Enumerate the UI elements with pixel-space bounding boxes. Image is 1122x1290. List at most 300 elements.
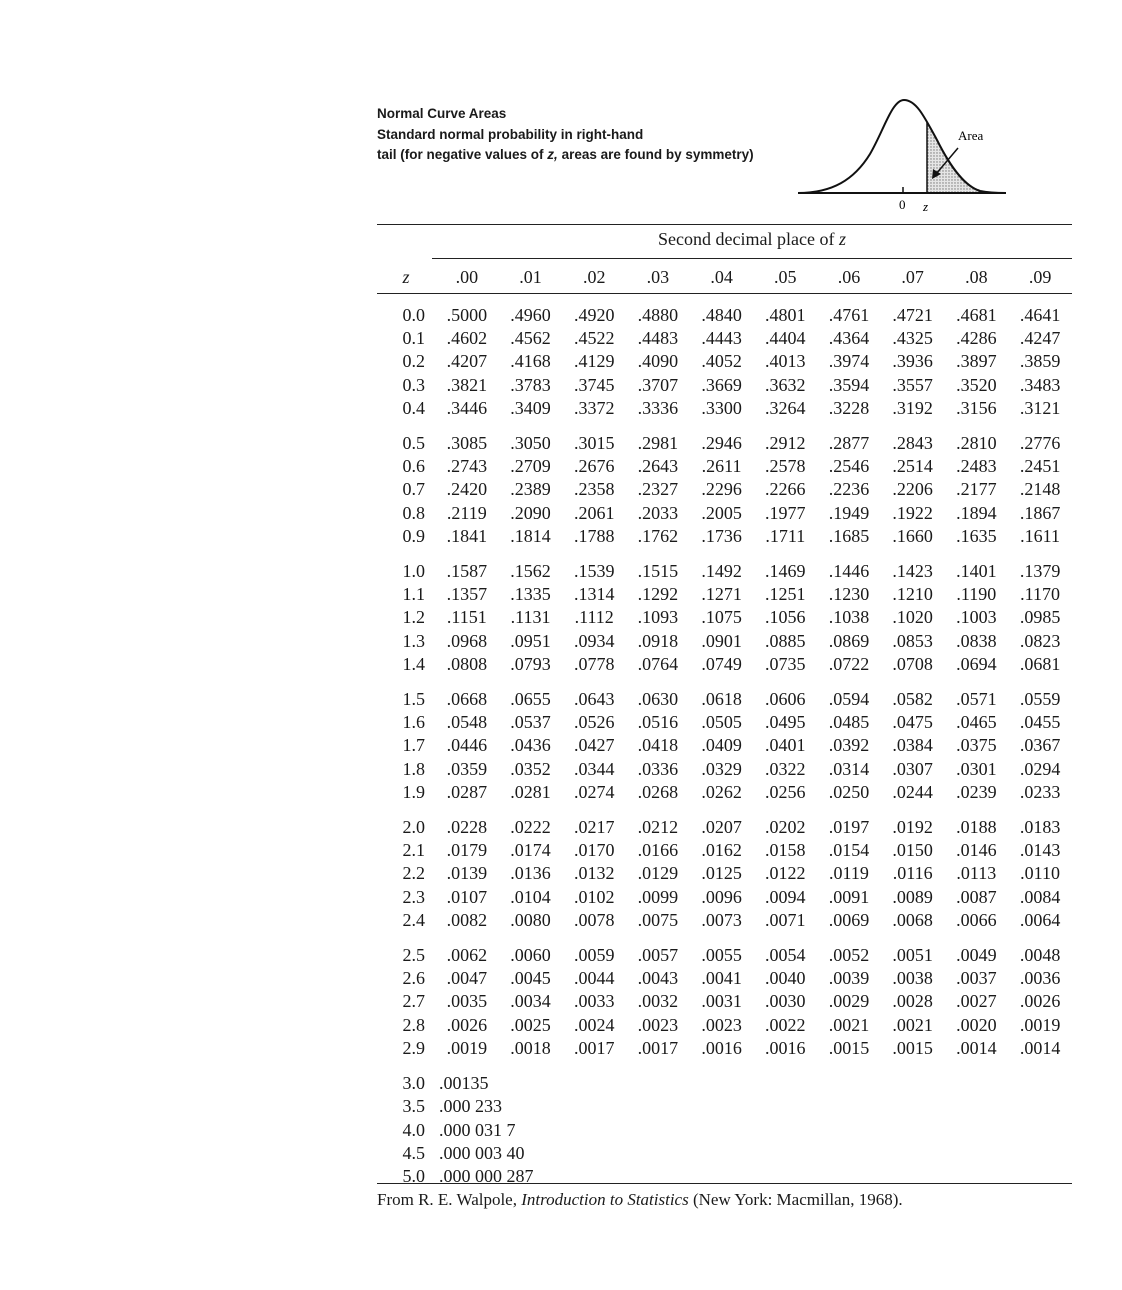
table-cell: .0033 <box>573 991 615 1012</box>
table-cell: .0344 <box>573 758 615 779</box>
table-cell: .0017 <box>573 1037 615 1058</box>
spacer <box>377 1060 1072 1072</box>
table-cell: .0174 <box>510 840 551 861</box>
z-value: 0.6 <box>402 456 425 477</box>
table-cell: .0062 <box>446 945 488 966</box>
table-cell: .4960 <box>510 305 551 325</box>
table-row <box>377 350 1072 373</box>
table-cell: .2578 <box>765 456 806 477</box>
table-subtitle-line2: tail (for negative values of z, areas are found by symmetry) <box>377 147 754 162</box>
table-cell: .0021 <box>892 1014 933 1035</box>
table-cell: .3300 <box>701 397 742 418</box>
table-cell: .0281 <box>510 781 551 802</box>
table-cell: .0918 <box>637 630 679 651</box>
table-cell: .0222 <box>510 817 551 838</box>
table-cell: .3745 <box>573 374 615 395</box>
table-cell: .0256 <box>765 781 806 802</box>
table-cell: .4090 <box>637 351 679 372</box>
table-cell: .0048 <box>1019 945 1061 966</box>
table-cell: .4207 <box>446 351 488 372</box>
z-value: 1.8 <box>402 758 425 779</box>
table-cell: .0073 <box>701 909 742 930</box>
table-cell: .4404 <box>765 328 806 349</box>
table-cell: .0853 <box>892 630 933 651</box>
table-cell: .2946 <box>701 433 742 454</box>
z-table <box>377 262 1072 1188</box>
table-cell: .0505 <box>701 712 742 733</box>
table-row <box>377 455 1072 478</box>
normal-curve-figure <box>792 92 1012 217</box>
table-row <box>377 304 1072 327</box>
table-cell: .0026 <box>1019 991 1061 1012</box>
table-cell: .0014 <box>1019 1037 1061 1058</box>
z-value: 3.0 <box>402 1073 425 1094</box>
table-row <box>377 397 1072 420</box>
table-cell: .0023 <box>701 1014 742 1035</box>
table-cell: .2546 <box>828 456 870 477</box>
table-cell: .3557 <box>892 374 933 395</box>
table-cell: .0094 <box>765 886 806 907</box>
table-cell: .5000 <box>446 305 488 325</box>
table-cell: .0838 <box>956 630 997 651</box>
table-cell: .0096 <box>701 886 742 907</box>
table-cell: .1003 <box>956 607 997 628</box>
group-gap <box>377 804 1072 816</box>
z-value: 0.5 <box>402 433 425 454</box>
table-cell: .000 031 7 <box>439 1119 516 1140</box>
table-cell: .0064 <box>1019 909 1061 930</box>
spacer <box>377 292 1072 304</box>
table-cell: .3707 <box>637 374 679 395</box>
table-cell: .2451 <box>1019 456 1061 477</box>
table-cell: .0024 <box>573 1014 615 1035</box>
table-cell: .1894 <box>956 502 997 523</box>
z-value: 0.8 <box>402 502 425 523</box>
source-note: From R. E. Walpole, Introduction to Statistics (New York: Macmillan, 1968). <box>377 1190 903 1209</box>
table-row <box>377 1014 1072 1037</box>
table-cell: .0735 <box>765 653 806 674</box>
table-cell: .2296 <box>701 479 742 500</box>
table-row <box>377 711 1072 734</box>
z-value: 1.4 <box>402 653 425 674</box>
table-cell: .0764 <box>637 653 679 674</box>
table-cell: .3594 <box>828 374 870 395</box>
table-cell: .3085 <box>446 433 488 454</box>
table-cell: .0207 <box>701 817 742 838</box>
table-cell: .0526 <box>573 712 615 733</box>
table-cell: .0294 <box>1019 758 1061 779</box>
table-cell: .0091 <box>828 886 870 907</box>
z-value: 3.5 <box>402 1096 425 1117</box>
table-cell: .0030 <box>765 991 806 1012</box>
table-cell: .0078 <box>573 909 615 930</box>
table-cell: .3446 <box>446 397 488 418</box>
table-cell: .0016 <box>701 1037 742 1058</box>
table-cell: .1131 <box>510 607 551 628</box>
table-cell: .0107 <box>446 886 488 907</box>
table-cell: .0606 <box>765 689 806 710</box>
column-header-row <box>377 262 1072 292</box>
table-row <box>377 1037 1072 1060</box>
table-cell: .0034 <box>510 991 551 1012</box>
table-row <box>377 758 1072 781</box>
table-cell: .2119 <box>446 502 487 523</box>
table-cell: .0336 <box>637 758 679 779</box>
table-cell: .0749 <box>701 653 742 674</box>
table-cell: .0051 <box>892 945 933 966</box>
table-cell: .4602 <box>446 328 488 349</box>
table-cell: .0197 <box>828 817 870 838</box>
table-cell: .2177 <box>956 479 997 500</box>
table-cell: .0901 <box>701 630 742 651</box>
table-cell: .4920 <box>573 305 615 325</box>
table-cell: .0465 <box>956 712 997 733</box>
table-cell: .1075 <box>701 607 742 628</box>
table-cell: .4325 <box>892 328 933 349</box>
z-value: 2.0 <box>402 817 425 838</box>
table-cell: .2327 <box>637 479 679 500</box>
table-row <box>377 502 1072 525</box>
table-row <box>377 478 1072 501</box>
table-cell: .2514 <box>892 456 933 477</box>
table-cell: .0089 <box>892 886 933 907</box>
table-cell: .0985 <box>1019 607 1061 628</box>
table-cell: .0594 <box>828 689 870 710</box>
table-cell: .0329 <box>701 758 742 779</box>
table-cell: .0104 <box>510 886 551 907</box>
table-cell: .4168 <box>510 351 551 372</box>
z-value: 0.0 <box>402 305 425 325</box>
table-cell: .0262 <box>701 781 742 802</box>
table-cell: .0052 <box>828 945 870 966</box>
group-gap <box>377 932 1072 944</box>
table-cell: .4681 <box>956 305 997 325</box>
column-header: .00 <box>455 266 479 287</box>
table-cell: .1492 <box>701 561 742 582</box>
table-cell: .0044 <box>573 968 615 989</box>
table-cell: .0025 <box>510 1014 551 1035</box>
table-row <box>377 839 1072 862</box>
table-row <box>377 525 1072 548</box>
table-cell: .2420 <box>446 479 488 500</box>
table-cell: .0023 <box>637 1014 679 1035</box>
table-cell: .1841 <box>446 525 488 546</box>
table-cell: .0154 <box>828 840 870 861</box>
table-cell: .0057 <box>637 945 679 966</box>
table-cell: .0793 <box>510 653 551 674</box>
table-cell: .0951 <box>510 630 551 651</box>
table-cell: .1788 <box>573 525 615 546</box>
table-cell: .0082 <box>446 909 488 930</box>
table-cell: .3974 <box>828 351 870 372</box>
table-cell: .0032 <box>637 991 679 1012</box>
table-cell: .4801 <box>765 305 806 325</box>
table-cell: .2981 <box>637 433 679 454</box>
table-cell: .0054 <box>765 945 806 966</box>
table-cell: .0630 <box>637 689 679 710</box>
table-cell: .1357 <box>446 584 488 605</box>
z-value: 2.4 <box>402 909 425 930</box>
z-value: 1.9 <box>402 781 425 802</box>
table-row <box>377 688 1072 711</box>
table-cell: .0537 <box>510 712 551 733</box>
table-cell: .0268 <box>637 781 679 802</box>
column-caption: Second decimal place of z <box>658 229 846 249</box>
table-row <box>377 944 1072 967</box>
table-cell: .2709 <box>510 456 551 477</box>
column-header: .09 <box>1028 266 1052 287</box>
table-cell: .0170 <box>573 840 615 861</box>
table-cell: .0087 <box>956 886 997 907</box>
table-cell: .1401 <box>956 561 997 582</box>
z-value: 2.7 <box>402 991 425 1012</box>
table-cell: .0014 <box>956 1037 997 1058</box>
area-label: Area <box>958 128 984 143</box>
table-cell: .0934 <box>573 630 615 651</box>
caption-rule <box>432 258 1072 259</box>
table-row <box>377 560 1072 583</box>
table-cell: .0455 <box>1019 712 1061 733</box>
table-cell: .0192 <box>892 817 933 838</box>
table-cell: .0020 <box>956 1014 997 1035</box>
table-cell: .0019 <box>1019 1014 1061 1035</box>
table-cell: .2389 <box>510 479 551 500</box>
table-row <box>377 1165 1072 1188</box>
table-cell: .1635 <box>956 525 997 546</box>
table-cell: .0075 <box>637 909 679 930</box>
table-cell: .0808 <box>446 653 488 674</box>
table-row <box>377 967 1072 990</box>
table-cell: .0384 <box>892 735 933 756</box>
table-cell: .4013 <box>765 351 806 372</box>
z-value: 1.6 <box>402 712 425 733</box>
table-cell: .0287 <box>446 781 488 802</box>
table-cell: .0708 <box>892 653 933 674</box>
table-cell: .0655 <box>510 689 551 710</box>
table-cell: .0485 <box>828 712 870 733</box>
spacer <box>377 548 1072 560</box>
z-value: 2.5 <box>402 945 425 966</box>
table-cell: .0274 <box>573 781 615 802</box>
table-cell: .0668 <box>446 689 488 710</box>
table-cell: .1251 <box>765 584 806 605</box>
z-value: 5.0 <box>402 1165 425 1186</box>
table-cell: .4052 <box>701 351 742 372</box>
table-cell: .0694 <box>956 653 997 674</box>
table-cell: .0869 <box>828 630 870 651</box>
table-cell: .0016 <box>765 1037 806 1058</box>
table-cell: .3409 <box>510 397 551 418</box>
table-cell: .0068 <box>892 909 933 930</box>
table-cell: .0359 <box>446 758 488 779</box>
table-cell: .1423 <box>892 561 933 582</box>
column-header: .04 <box>710 266 733 287</box>
bottom-rule <box>377 1183 1072 1184</box>
table-cell: .3121 <box>1019 397 1061 418</box>
table-cell: .4562 <box>510 328 551 349</box>
table-cell: .1170 <box>1020 584 1061 605</box>
table-cell: .0019 <box>446 1037 488 1058</box>
table-cell: .2266 <box>765 479 806 500</box>
table-cell: .1210 <box>892 584 933 605</box>
table-cell: .1379 <box>1019 561 1061 582</box>
table-cell: .0119 <box>829 863 869 884</box>
table-subtitle-line1: Standard normal probability in right-hand <box>377 126 644 142</box>
table-cell: .0125 <box>701 863 742 884</box>
table-cell: .0162 <box>701 840 742 861</box>
table-cell: .1611 <box>1020 525 1061 546</box>
table-cell: .2676 <box>573 456 615 477</box>
table-cell: .0188 <box>956 817 997 838</box>
table-cell: .0233 <box>1019 781 1061 802</box>
table-cell: .1814 <box>510 525 551 546</box>
table-cell: .0018 <box>510 1037 551 1058</box>
table-cell: .1190 <box>956 584 997 605</box>
table-row <box>377 781 1072 804</box>
table-cell: .0122 <box>765 863 806 884</box>
top-rule <box>377 224 1072 225</box>
table-cell: .0314 <box>828 758 870 779</box>
table-cell: .0618 <box>701 689 742 710</box>
table-cell: .1762 <box>637 525 679 546</box>
table-cell: .2912 <box>765 433 806 454</box>
table-cell: .3050 <box>510 433 551 454</box>
table-cell: .0968 <box>446 630 488 651</box>
table-cell: .1020 <box>892 607 933 628</box>
table-cell: .0212 <box>637 817 679 838</box>
table-cell: .0418 <box>637 735 679 756</box>
table-cell: .1660 <box>892 525 933 546</box>
column-header: .06 <box>837 266 861 287</box>
table-cell: .0244 <box>892 781 933 802</box>
table-cell: .2206 <box>892 479 933 500</box>
table-cell: .0102 <box>573 886 615 907</box>
column-header: .02 <box>582 266 606 287</box>
table-cell: .3897 <box>956 351 997 372</box>
table-cell: .0060 <box>510 945 551 966</box>
z-value: 2.9 <box>402 1037 425 1058</box>
table-cell: .4522 <box>573 328 615 349</box>
table-cell: .0039 <box>828 968 870 989</box>
table-cell: .3372 <box>573 397 615 418</box>
z-value: 2.2 <box>402 863 425 884</box>
table-cell: .4880 <box>637 305 679 325</box>
table-cell: .1587 <box>446 561 488 582</box>
table-cell: .0045 <box>510 968 551 989</box>
table-cell: .1112 <box>574 607 614 628</box>
table-cell: .0239 <box>956 781 997 802</box>
table-cell: .0436 <box>510 735 551 756</box>
z-value: 1.5 <box>402 689 425 710</box>
table-cell: .0228 <box>446 817 488 838</box>
table-cell: .0681 <box>1019 653 1061 674</box>
table-cell: .1922 <box>892 502 933 523</box>
table-row <box>377 653 1072 676</box>
table-cell: .0722 <box>828 653 870 674</box>
table-cell: .0017 <box>637 1037 679 1058</box>
z-value: 4.0 <box>402 1119 425 1140</box>
table-cell: .3336 <box>637 397 679 418</box>
table-cell: .0027 <box>956 991 997 1012</box>
table-cell: .3821 <box>446 374 488 395</box>
table-cell: .1446 <box>828 561 870 582</box>
table-cell: .0066 <box>956 909 997 930</box>
table-cell: .000 003 40 <box>439 1142 525 1163</box>
table-cell: .2776 <box>1019 433 1061 454</box>
table-cell: .2843 <box>892 433 933 454</box>
spacer <box>377 420 1072 432</box>
table-cell: .2358 <box>573 479 615 500</box>
column-header: .03 <box>646 266 670 287</box>
table-cell: .1711 <box>765 525 806 546</box>
table-cell: .3264 <box>765 397 806 418</box>
table-row <box>377 862 1072 885</box>
table-cell: .0643 <box>573 689 615 710</box>
table-cell: .0015 <box>892 1037 933 1058</box>
table-cell: .1335 <box>510 584 551 605</box>
table-cell: .0778 <box>573 653 615 674</box>
table-cell: .0041 <box>701 968 742 989</box>
table-cell: .3936 <box>892 351 933 372</box>
z-column-header: z <box>402 266 410 287</box>
table-cell: .0132 <box>573 863 615 884</box>
table-cell: .0571 <box>956 689 997 710</box>
table-cell: .3156 <box>956 397 997 418</box>
table-cell: .1292 <box>637 584 679 605</box>
z-value: 4.5 <box>402 1142 425 1163</box>
table-cell: .4286 <box>956 328 997 349</box>
table-cell: .2033 <box>637 502 679 523</box>
table-cell: .1093 <box>637 607 679 628</box>
column-header: .01 <box>519 266 542 287</box>
table-cell: .0037 <box>956 968 997 989</box>
table-cell: .1056 <box>765 607 806 628</box>
table-cell: .0367 <box>1019 735 1061 756</box>
table-row <box>377 734 1072 757</box>
group-gap <box>377 676 1072 688</box>
table-cell: .0055 <box>701 945 742 966</box>
table-cell: .2810 <box>956 433 997 454</box>
table-cell: .0099 <box>637 886 679 907</box>
bell-curve <box>798 100 1006 193</box>
z-value: 0.3 <box>402 374 425 395</box>
table-cell: .1151 <box>446 607 487 628</box>
table-cell: .2743 <box>446 456 488 477</box>
table-cell: .0116 <box>892 863 933 884</box>
table-row <box>377 583 1072 606</box>
table-row <box>377 1072 1072 1095</box>
table-cell: .2483 <box>956 456 997 477</box>
table-cell: .0047 <box>446 968 488 989</box>
table-row <box>377 327 1072 350</box>
table-cell: .1271 <box>701 584 742 605</box>
table-cell: .0582 <box>892 689 933 710</box>
table-cell: .2090 <box>510 502 551 523</box>
table-cell: .3228 <box>828 397 870 418</box>
table-cell: .0401 <box>765 735 806 756</box>
table-row <box>377 816 1072 839</box>
column-header: .05 <box>774 266 797 287</box>
table-cell: .0143 <box>1019 840 1061 861</box>
table-cell: .0150 <box>892 840 933 861</box>
table-cell: .2061 <box>573 502 615 523</box>
z-value: 2.1 <box>402 840 425 861</box>
table-cell: .2611 <box>701 456 742 477</box>
table-cell: .0446 <box>446 735 488 756</box>
table-cell: .1314 <box>573 584 615 605</box>
z-value: 1.3 <box>402 630 425 651</box>
table-cell: .0049 <box>956 945 997 966</box>
